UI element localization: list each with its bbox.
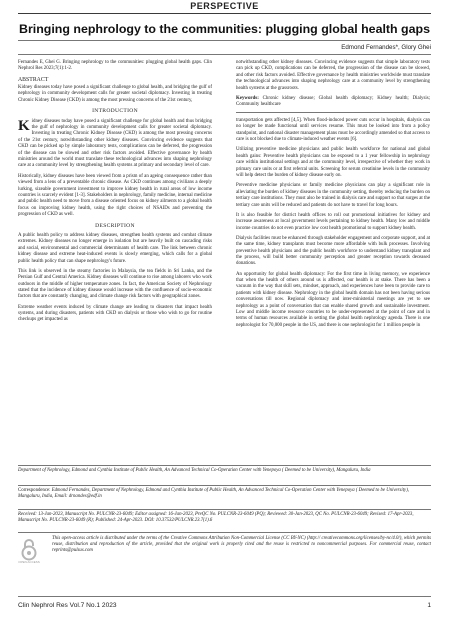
description-paragraph-1: A public health policy to address kidney diseases, strengthen health systems and combat climate extremes. Kidney diseases no longer emerge in isolation but are heavily built on cascading risks and social, environmental and commercial determinants of health care. The link between chronic kidney disease and extreme heat-induced events is slowly emerging, which calls for a global public health policy that can shape nephrology's future.	[18, 232, 212, 264]
keywords-label: Keywords:	[236, 95, 259, 101]
body-paragraph-6: An opportunity for global health diplomacy: For the first time in living memory, we experience that when the health of others around us is affected, our health is at stake. There has been a vacuum in the way that skill sets, mindset, approach, and experiences have been to provide care to patients with kidney disease. Nephrology in the global health domain has not been having serious conversations till now. Regional diplomacy and inter-ministerial meetings are yet to see nephrology as a point of conversation that can enable shared growth and sustainable investment. Low and middle income resource countries to be under-represented at the point of care and in terms of human resources available in setting the global health nephrology agenda. There is one nephrologist for 70,000 people in the US, and there is one nephrologist for 1 million people in	[236, 271, 430, 328]
intro-paragraph-2: Historically, kidney diseases have been viewed from a prism of an ageing consequence rather than viewed from a lens of a preventable chronic disease. As CKD continues among civilians a deeply lurking, sizeable government investment to improve kidney health in rural areas of low income countries is scarcely evident [1-3]. Stakeholders in nephrology, family medicine, internal medicine and public health need to move from a disease oriented focus on kidney ailments to a global health focus on improving kidney health, using the right choices of NSAIDs and preventing the progression of CKD as well.	[18, 173, 212, 218]
keywords-text: Chronic kidney disease; Global health diplomacy; Kidney health; Dialysis; Community healthcare	[236, 95, 430, 108]
body-paragraph-3: Preventive medicine physicians or family medicine physicians can play a significant role in alleviating the burden of kidney diseases in the community setting, thereby reducing the burden on tertiary care institutions. They must also be trained in dialysis care and support so that surges at the tertiary care units will be reduced and patients do not have to travel for long hours.	[236, 183, 430, 208]
section-label: PERSPECTIVE	[190, 1, 259, 11]
license-section	[18, 536, 431, 566]
author-list: Edmond Fernandes*, Glory Ghei	[341, 44, 431, 51]
description-paragraph-3: Extreme weather events induced by climate change are leading to disasters that impact health systems, and during disasters, patients with CKD on dialysis or those who wish to go for routine checkups get impacted as	[18, 304, 212, 323]
abstract-text: Kidney diseases today have posed a significant challenge to global health, and bridging the gulf of nephrology in community development calls for greater societal diplomacy. Investing in treating Chronic Kidney Disease (CKD) is among the most pressing concerns of the 21st century,	[18, 85, 212, 103]
title-rule	[18, 40, 431, 41]
intro-paragraph-1	[18, 119, 212, 170]
dates-rule	[18, 509, 431, 510]
abstract-continued: notwithstanding other kidney diseases. Convincing evidence suggests that simple laboratory tests can pick up CKD, complications can be deferred, the progression of the disease can be slowed, and other risk factors avoided. Effective governance by health ministries worldwide must translate the technological advances into shaping nephrology care at a community level by strengthening health systems at the grassroots.	[236, 60, 430, 91]
open-access-lock-icon	[18, 538, 40, 562]
right-column	[236, 60, 430, 333]
license-rule	[18, 532, 431, 533]
description-paragraph-2: This link is observed in the steamy factories in Malaysia, the tea fields in Sri Lanka, and the Persian Gulf and Central America. Kidney diseases will continue to rise among laborers who work outdoors in the middle of higher temperature zones. In fact, the American Society of Nephrology stated that the incidence of kidney disease would increase with the confluence of socio-economic factors that are constantly changing, and climate change risk factors with geographical zones.	[18, 268, 212, 300]
keywords-rule	[236, 112, 430, 113]
description-heading: DESCRIPTION	[95, 222, 135, 229]
article-title: Bringing nephrology to the communities: plugging global health gaps	[19, 22, 430, 36]
correspondence	[18, 488, 431, 500]
intro-paragraph-1-text: idney diseases today have posed a significant challenge for global health and thus bridging the gulf of nephrology in community development calls for greater societal diplomacy. Investing in treating Chronic Kidney Disease (CKD) is among the most pressing concerns of the 21st century, notwithstanding other kidney diseases. Convincing evidence suggests that CKD can be picked up by simple laboratory tests, complications can be deferred, the progression of the disease can be slowed and other risk factors avoided. Effective governance by health ministries around the world must translate these technological advances into shaping nephrology care at a community level by strengthening health systems at primary and secondary level of care.	[18, 118, 212, 169]
introduction-heading: INTRODUCTION	[92, 108, 138, 115]
drop-cap: K	[18, 117, 30, 134]
abstract-heading: ABSTRACT	[18, 76, 49, 83]
correspondence-text: Edmond Fernandes, Department of Nephrology, Edmond and Cynthia Institute of Public Health, An Advanced Technical Co-Operation Center with Yenepoya ( Deemed to be University), Mangaluru, India, Email: drnandes@edf.in	[18, 488, 409, 500]
authors-rule	[18, 54, 431, 55]
license-text: This open-access article is distributed under the terms of the Creative Commons Attribution Non-Commercial License (CC BY-NC) (http:// creativecommons.org/licenses/by-nc/4.0/), which permits reuse, distribution and reproduction of the article, provided that the original work is properly cited and the reuse is restricted to noncommercial purposes. For commercial reuse, contact reprints@pulsus.com	[52, 536, 431, 554]
journal-name: Clin Nephrol Res Vol.7 No.1 2023	[18, 602, 117, 609]
keywords	[236, 96, 430, 109]
correspondence-label: Correspondence:	[18, 488, 51, 493]
affiliation-rule	[18, 465, 431, 466]
page-footer	[18, 602, 431, 609]
open-access-label: OPEN ACCESS	[18, 560, 40, 564]
body-paragraph-1: transportation gets affected [4,5]. When flood-induced power cuts occur in hospitals, dialysis can no longer be made functional until services resume. This must be looked into from a policy standpoint, and national disaster management plans must be accordingly amended so that access to care is not blocked due to climate-induced weather events [6].	[236, 118, 430, 143]
footer-rule	[18, 596, 431, 597]
correspondence-rule	[18, 485, 431, 486]
header-rule	[18, 13, 431, 14]
page-number: 1	[427, 602, 431, 609]
article-dates: Received: 13-Jan-2023, Manuscript No. PULCNR-23-6049; Editor assigned: 16-Jan-2023, PreQC No. PULCNR-23-6049 (PQ); Reviewed: 30-Jan-2023, QC No. PULCNR-23-6049; Revised: 17-Apr-2023, Manuscript No. PULCNR-23-6049 (R); Published: 24-Apr-2023. DOI: 10.37532/PULCNR.23.7(1).6	[18, 512, 414, 524]
body-paragraph-4: It is also feasible for district health offices to roll out promotional initiatives for kidney and increase awareness at local government levels pertaining to kidney health. Many low and middle income countries do not even practice low cost health promotional to support kidney health.	[236, 212, 430, 231]
body-paragraph-5: Dialysis facilities must be enhanced through stakeholder engagement and corporate support, and at the same time, kidney transplants must become more affordable with bulk processes. Involving preventive health physicians and the public health workforce to understand kidney transplant and the process, will build better community perception and greater reception towards deceased donations.	[236, 235, 430, 267]
body-paragraph-2: Utilizing preventive medicine physicians and public health workforce for national and global health gains: Preventive health physicians can be exposed to a 1 year fellowship in nephrology care within institutional settings and at the community level, irrespective of whether they work in primary care units or at first referral units. Screening for serum creatinine levels in the community will help detect the burden of kidney disease early on.	[236, 147, 430, 179]
left-column	[18, 60, 212, 328]
affiliation: Department of Nephrology, Edmond and Cynthia Institute of Public Health, An Advanced Technical Co-Operation Center with Yenepoya ( Deemed to be University), Mangaluru, India	[18, 468, 371, 473]
citation: Fernandes E, Ghei G. Bringing nephrology to the communities: plugging global health gaps. Clin Nephrol Res 2023;7(1):1-2.	[18, 60, 212, 72]
